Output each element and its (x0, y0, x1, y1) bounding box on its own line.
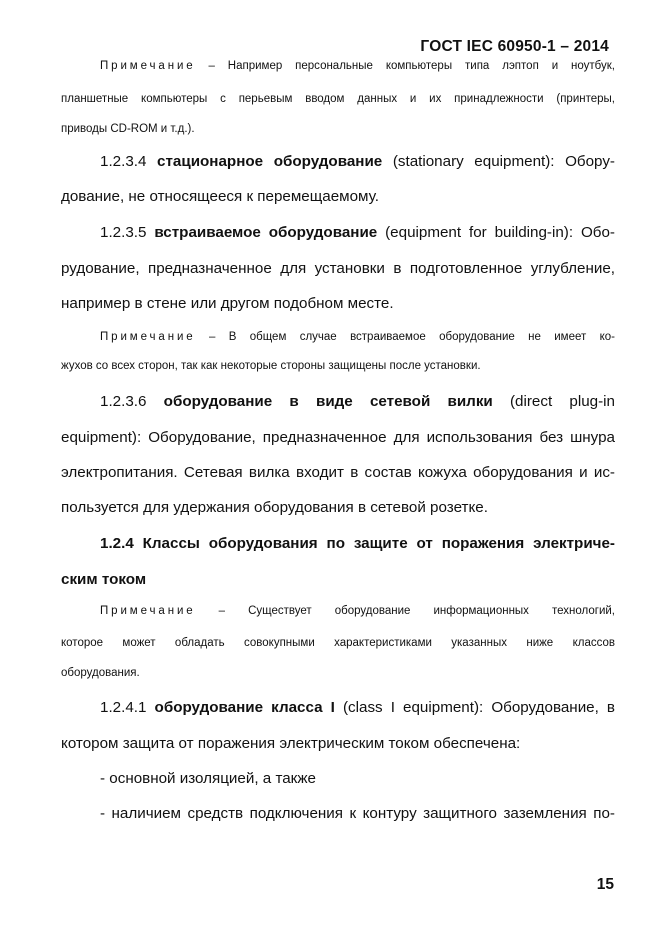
section-1-2-4-heading-line-1: 1.2.4 Классы оборудования по защите от поражения электриче- (100, 535, 615, 552)
term-class-i-equipment: оборудование класса I (154, 699, 335, 716)
page-number: 15 (596, 876, 614, 893)
note-3-line-3: оборудования. (61, 667, 140, 679)
note-2-line-2: жухов со всех сторон, так как некоторые стороны защищены после установки. (61, 360, 481, 372)
note-label: Примечание (100, 60, 196, 72)
term-direct-plug-in: оборудование в виде сетевой вилки (163, 393, 493, 410)
clause-1-2-3-6-line-4: пользуется для удержания оборудования в сетевой розетке. (61, 499, 488, 516)
note-1-line-1: Примечание – Например персональные компьютеры типа лэптоп и ноутбук, (100, 60, 615, 72)
clause-1-2-3-4-line-2: дование, не относящееся к перемещаемому. (61, 188, 379, 205)
section-1-2-4-heading-line-2: ским током (61, 571, 147, 588)
clause-1-2-3-5-line-1: 1.2.3.5 встраиваемое оборудование (equipment for building-in): Обо- (100, 224, 615, 241)
note-3-line-2: которое может обладать совокупными характеристиками указанных ниже классов (61, 637, 615, 649)
note-3-line-1: Примечание – Существует оборудование информационных технологий, (100, 605, 615, 617)
term-stationary-equipment: стационарное оборудование (157, 153, 383, 170)
clause-1-2-4-1-line-1: 1.2.4.1 оборудование класса I (class I equipment): Оборудование, в (100, 699, 615, 716)
clause-1-2-3-5-line-3: например в стене или другом подобном месте. (61, 295, 394, 312)
note-2-line-1: Примечание – В общем случае встраиваемое оборудование не имеет ко- (100, 331, 615, 343)
clause-1-2-3-6-line-3: электропитания. Сетевая вилка входит в состав кожуха оборудования и ис- (61, 464, 615, 481)
clause-1-2-3-6-line-1: 1.2.3.6 оборудование в виде сетевой вилки (direct plug-in (100, 393, 615, 410)
term-equipment-building-in: встраиваемое оборудование (154, 224, 378, 241)
document-header: ГОСТ IEC 60950-1 – 2014 (420, 38, 609, 55)
clause-1-2-3-5-line-2: рудование, предназначенное для установки в подготовленное углубление, (61, 260, 615, 277)
clause-1-2-3-6-line-2: equipment): Оборудование, предназначенное для использования без шнура (61, 429, 615, 446)
list-item-basic-insulation: - основной изоляцией, а также (100, 770, 316, 787)
clause-1-2-4-1-line-2: котором защита от поражения электрическим током обеспечена: (61, 735, 521, 752)
clause-1-2-3-4-line-1: 1.2.3.4 стационарное оборудование (stationary equipment): Обору- (100, 153, 615, 170)
list-item-protective-earthing: - наличием средств подключения к контуру защитного заземления по- (100, 805, 615, 822)
note-1-line-3: приводы CD-ROM и т.д.). (61, 123, 195, 135)
note-1-line-2: планшетные компьютеры с перьевым вводом данных и их принадлежности (принтеры, (61, 93, 615, 105)
